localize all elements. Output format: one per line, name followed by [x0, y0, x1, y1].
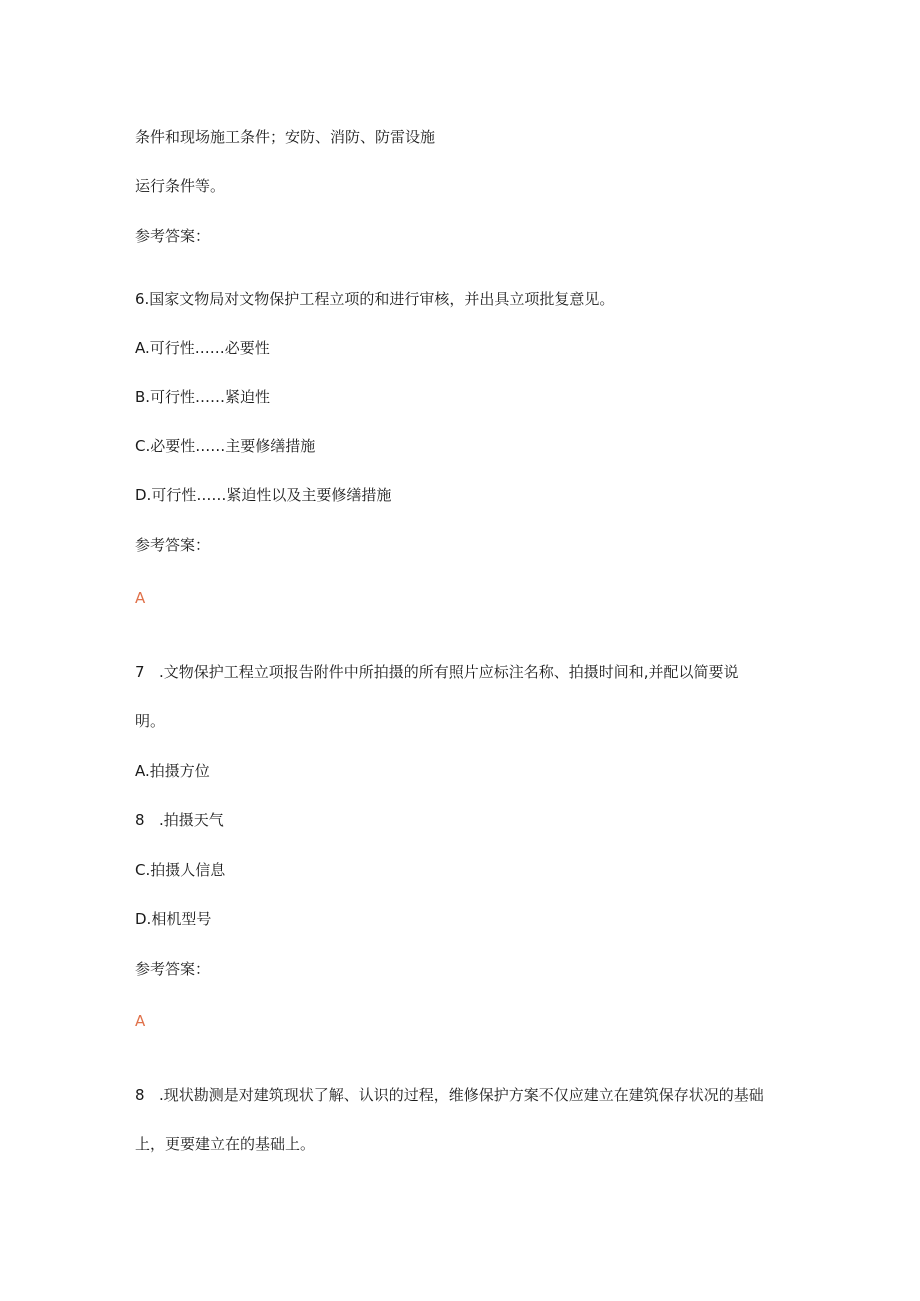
question-7-number: 7	[135, 663, 145, 681]
answer-label: 参考答案：	[135, 227, 211, 245]
question-7-answer-label: 参考答案：	[135, 960, 211, 978]
question-6-option-c: C.必要性……主要修缮措施	[135, 437, 316, 455]
question-6-option-b: B.可行性……紧迫性	[135, 388, 271, 406]
question-7-stem-text: .文物保护工程立项报告附件中所拍摄的所有照片应标注名称、拍摄时间和,并配以简要说	[159, 663, 739, 681]
question-7-option-b	[135, 810, 224, 830]
text-line: 运行条件等。	[135, 177, 226, 195]
text-line: 条件和现场施工条件；安防、消防、防雷设施	[135, 128, 436, 146]
question-7-option-c: C.拍摄人信息	[135, 861, 226, 879]
question-6-answer-label: 参考答案：	[135, 536, 211, 554]
question-8-number: 8	[135, 1086, 145, 1104]
question-6-option-a: A.可行性……必要性	[135, 339, 270, 357]
question-7-answer: A	[135, 1012, 146, 1030]
question-7-option-b-number: 8	[135, 811, 145, 829]
question-7-option-b-text: .拍摄天气	[159, 811, 224, 829]
question-8-stem-continuation: 上，更要建立在的基础上。	[135, 1135, 316, 1153]
question-8-stem-text: .现状勘测是对建筑现状了解、认识的过程，维修保护方案不仅应建立在建筑保存状况的基础	[159, 1086, 764, 1104]
question-8-stem	[135, 1085, 764, 1105]
question-6-answer: A	[135, 589, 146, 607]
question-7-stem-continuation: 明。	[135, 712, 166, 730]
question-7-option-a: A.拍摄方位	[135, 762, 210, 780]
question-6-stem: 6.国家文物局对文物保护工程立项的和进行审核，并出具立项批复意见。	[135, 290, 615, 308]
question-6-option-d: D.可行性……紧迫性以及主要修缮措施	[135, 486, 392, 504]
question-7-stem	[135, 662, 739, 682]
question-7-option-d: D.相机型号	[135, 910, 212, 928]
